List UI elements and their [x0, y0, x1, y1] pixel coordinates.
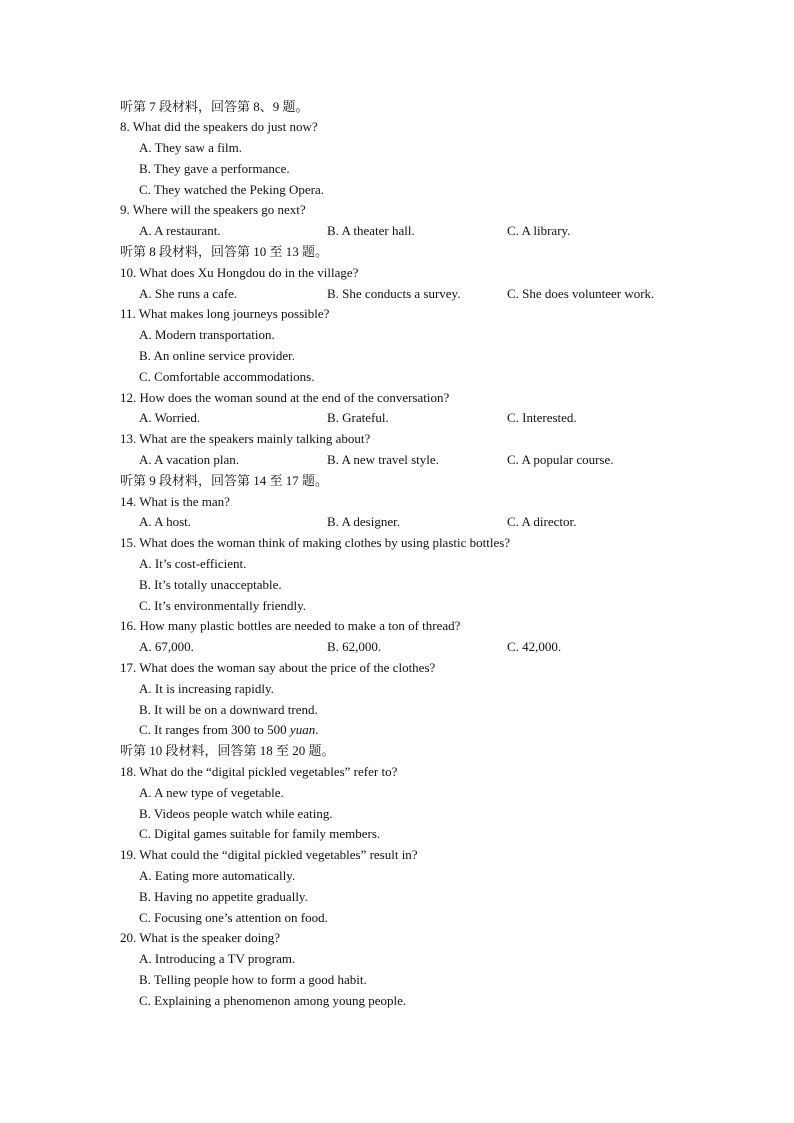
option-c: C. A director.: [507, 514, 577, 529]
question-text: 14. What is the man?: [120, 494, 230, 509]
question-text: 10. What does Xu Hongdou do in the village?: [120, 265, 359, 280]
question-text: 12. How does the woman sound at the end of the conversation?: [120, 390, 450, 405]
option-b: B. 62,000.: [327, 639, 382, 654]
exam-page: 听第 7 段材料，回答第 8、9 题。 8. What did the speakers do just now? A. They saw a film. B. They gave a performance. C. They watched the Peking Opera. 9. Where will the speakers go next? A. A restaurant. B. A theater hall. C. A library. 听第 8 段材料，回答第 10 至 13 题。 10. What does Xu Hongdou do in the village? A. She runs a cafe. B. She conducts a survey. C. She does volunteer work. 11. What makes long journeys possible? A. Modern transportation. B. An online service provider. C. Comfortable accommodations. 12. How does the woman sound at the end of the conversation? A. Worried. B. Grateful. C. Interested. 13. What are the speakers mainly talking about? A. A vacation plan. B. A new travel style. C. A popular course. 听第 9 段材料，回答第 14 至 17 题。 14. What is the man? A. A host. B. A designer. C. A director. 15. What does the woman think of making clothes by using plastic bottles? A. It’s cost-efficient. B. It’s totally unacceptable. C. It’s environmentally friendly. 16. How many plastic bottles are needed to make a ton of thread? A. 67,000. B. 62,000. C. 42,000. 17. What does the woman say about the price of the clothes? A. It is increasing rapidly. B. It will be on a downward trend. C. It ranges from 300 to 500 yuan. 听第 10 段材料，回答第 18 至 20 题。 18. What do the “digital pickled vegetables” refer to? A. A new type of vegetable. B. Videos people watch while eating. C. Digital games suitable for family members. 19. What could the “digital pickled vegetables” result in? A. Eating more automatically. B. Having no appetite gradually. C. Focusing one’s attention on food. 20. What is the speaker doing? A. Introducing a TV program. B. Telling people how to form a good habit. C. Explaining a phenomenon among young people.: [120, 99, 655, 1008]
option-c: C. Interested.: [507, 410, 577, 425]
question-text: 16. How many plastic bottles are needed to make a ton of thread?: [120, 618, 461, 633]
option-b: B. A theater hall.: [327, 223, 415, 238]
option-b: B. She conducts a survey.: [327, 286, 461, 301]
question-text: 9. Where will the speakers go next?: [120, 202, 306, 217]
option-a: A. A host.: [139, 514, 192, 529]
currency-unit: yuan: [289, 722, 316, 737]
question-text: 17. What does the woman say about the price of the clothes?: [120, 660, 436, 675]
option-c: C. A library.: [507, 223, 571, 238]
option-a: A. She runs a cafe.: [139, 286, 238, 301]
option-a: A. A restaurant.: [139, 223, 221, 238]
question-text: 13. What are the speakers mainly talking about?: [120, 431, 371, 446]
option-c: C. A popular course.: [507, 452, 614, 467]
option-b: B. Grateful.: [327, 410, 389, 425]
question-text: 18. What do the “digital pickled vegetables” refer to?: [120, 764, 398, 779]
question-text: 11. What makes long journeys possible?: [120, 306, 330, 321]
option-c: C. She does volunteer work.: [507, 286, 655, 301]
option-a: A. A vacation plan.: [139, 452, 240, 467]
question-text: 8. What did the speakers do just now?: [120, 119, 318, 134]
question-text: 20. What is the speaker doing?: [120, 930, 281, 945]
option-a: A. 67,000.: [139, 639, 194, 654]
question-text: 15. What does the woman think of making clothes by using plastic bottles?: [120, 535, 511, 550]
option-a: A. Worried.: [139, 410, 201, 425]
option-b: B. A designer.: [327, 514, 400, 529]
option-b: B. A new travel style.: [327, 452, 439, 467]
option-c: C. 42,000.: [507, 639, 562, 654]
question-text: 19. What could the “digital pickled vegetables” result in?: [120, 847, 418, 862]
